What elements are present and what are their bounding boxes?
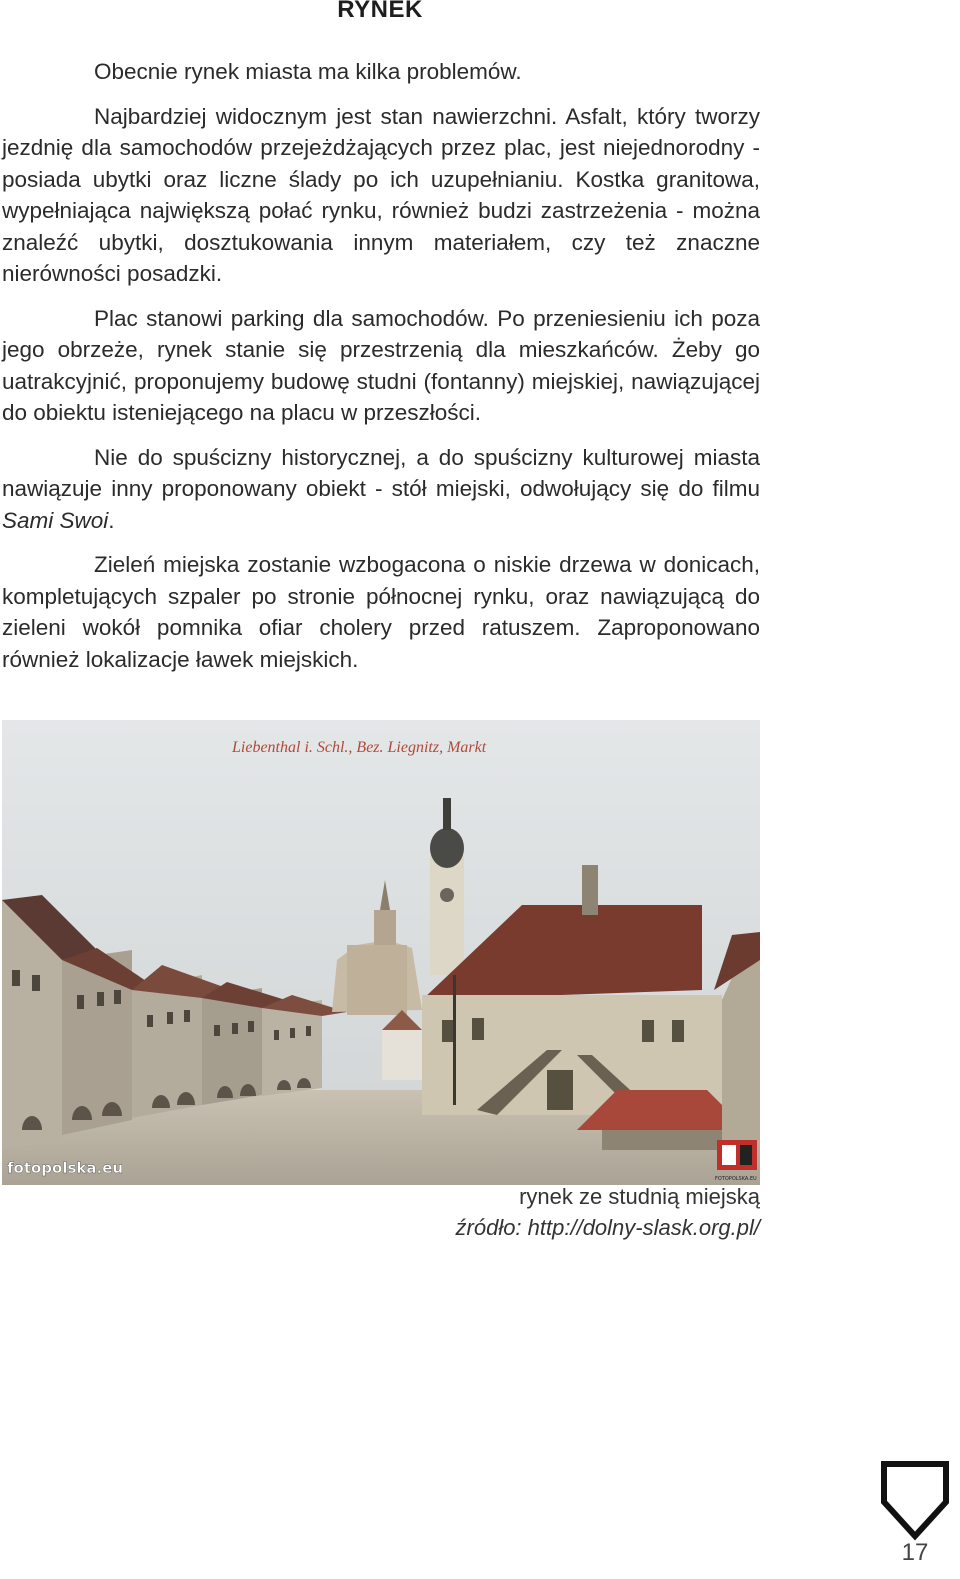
watermark-text: fotopolska.eu [7,1159,124,1177]
paragraph-1: Obecnie rynek miasta ma kilka problemów. [94,59,522,84]
logo-text: FOTOPOLSKA.EU [715,1176,757,1182]
film-title: Sami Swoi [2,507,109,533]
paragraph-4 [2,442,760,537]
paragraph-4-text: Nie do spuścizny historycznej, a do spuścizny kulturowej miasta nawiązuje inny proponowany obiekt - stół miejski, odwołujący się do filmu [2,444,760,501]
postcard-inscription: Liebenthal i. Schl., Bez. Liegnitz, Markt [232,739,487,756]
figure-source: źródło: http://dolny-slask.org.pl/ [455,1215,760,1240]
paragraph-5: Zieleń miejska zostanie wzbogacona o niskie drzewa w donicach, kompletujących szpaler po stronie północnej rynku, oraz nawiązującą do zieleni wokół pomnika ofiar cholery przed ratuszem. Zaproponowano również lokalizacje ławek miejskich. [2,552,760,672]
fotopolska-logo-icon [715,1140,757,1182]
paragraph-4-end: . [108,507,115,533]
paragraph-3: Plac stanowi parking dla samochodów. Po przeniesieniu ich poza jego obrzeże, rynek stanie się przestrzenią dla mieszkańców. Żeby go uatrakcyjnić, proponujemy budowę studni (fontanny) miejskiej, nawiązującej do obiektu isteniejącego na placu w przeszłości. [2,305,760,425]
shield-icon [878,1458,952,1542]
historic-postcard-photo [2,720,760,1185]
figure-caption: rynek ze studnią miejską [519,1184,760,1209]
page-title: RYNEK [337,0,423,23]
page-number: 17 [901,1539,929,1566]
body-text [2,56,760,688]
paragraph-2: Najbardziej widocznym jest stan nawierzchni. Asfalt, który tworzy jezdnię dla samochodów przejeżdżających przez plac, jest niejednorodny - posiada ubytki oraz liczne ślady po ich uzupełnianiu. Kostka granitowa, wypełniająca największą połać rynku, również budzi zastrzeżenia - można znaleźć ubytki, dosztukowania innym materiałem, czy też znaczne nierówności posadzki. [2,103,760,286]
